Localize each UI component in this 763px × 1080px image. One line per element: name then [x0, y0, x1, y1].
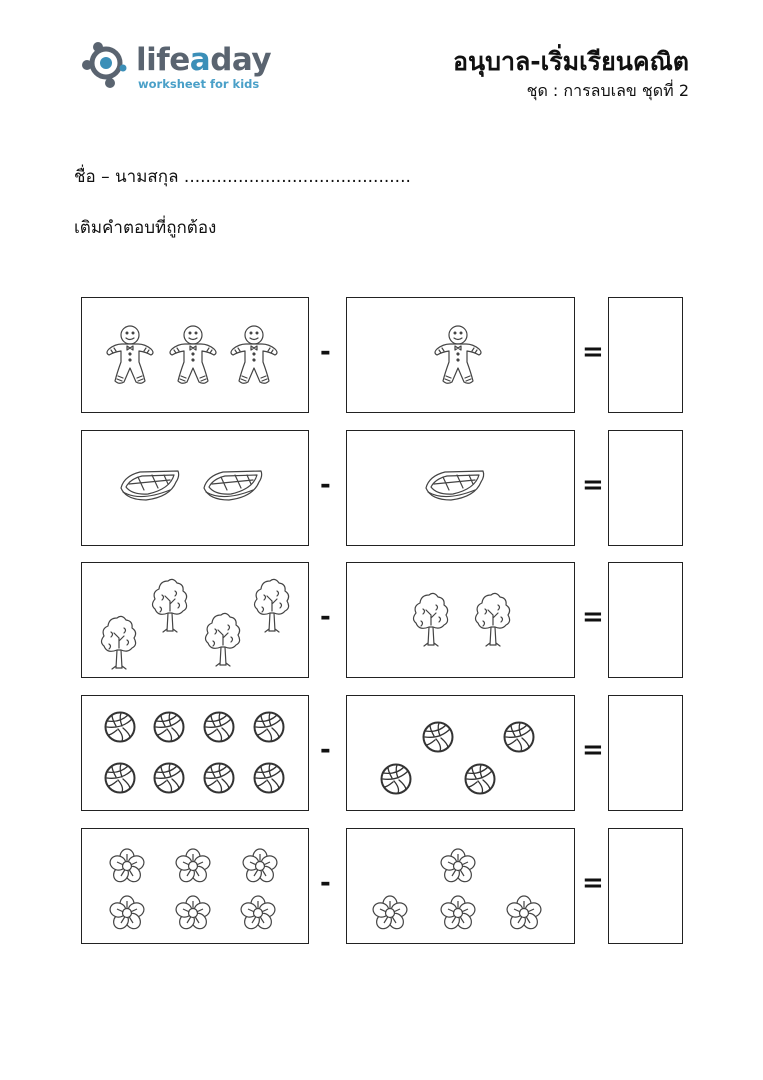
subtrahend-box: [346, 430, 575, 546]
instruction-text: เติมคำตอบที่ถูกต้อง: [74, 218, 217, 238]
equals-sign: =: [582, 735, 604, 765]
answer-box[interactable]: [608, 828, 683, 944]
flower-icon: [439, 849, 477, 885]
volleyball-icon: [255, 713, 284, 742]
minuend-box: [81, 430, 309, 546]
problem-row-2: [0, 430, 763, 546]
answer-box[interactable]: [608, 695, 683, 811]
tree-icon: [102, 616, 136, 669]
flower-icon: [371, 896, 409, 932]
minuend-box: [81, 695, 309, 811]
minuend-box: [81, 297, 309, 413]
equals-sign: =: [582, 868, 604, 898]
subtrahend-box: [346, 562, 575, 678]
boat-icon: [426, 471, 484, 500]
flower-icon: [239, 896, 277, 932]
gingerbread-man-icon: [107, 326, 153, 383]
problem-row-4: [0, 695, 763, 811]
equals-sign: =: [582, 337, 604, 367]
volleyball-icon: [466, 765, 495, 794]
worksheet-subtitle: ชุด : การลบเลข ชุดที่ 2: [526, 81, 689, 100]
name-field[interactable]: ชื่อ – นามสกุล ..........................................: [74, 167, 411, 187]
minus-sign: -: [320, 868, 331, 898]
subtrahend-box: [346, 828, 575, 944]
minuend-box: [81, 828, 309, 944]
gingerbread-man-icon: [231, 326, 277, 383]
tree-icon: [414, 593, 448, 646]
flower-icon: [241, 849, 279, 885]
subtrahend-box: [346, 297, 575, 413]
flower-icon: [505, 896, 543, 932]
flower-icon: [174, 849, 212, 885]
flower-icon: [108, 849, 146, 885]
logo-mark-icon: [82, 38, 136, 94]
subtrahend-box: [346, 695, 575, 811]
answer-box[interactable]: [608, 562, 683, 678]
equals-sign: =: [582, 470, 604, 500]
tree-icon: [255, 579, 289, 632]
minus-sign: -: [320, 470, 331, 500]
gingerbread-man-icon: [170, 326, 216, 383]
boat-icon: [121, 471, 179, 500]
logo-tagline: worksheet for kids: [138, 77, 260, 91]
volleyball-icon: [106, 764, 135, 793]
answer-box[interactable]: [608, 430, 683, 546]
worksheet-title: อนุบาล-เริ่มเรียนคณิต: [452, 47, 689, 76]
problem-row-3: [0, 562, 763, 678]
volleyball-icon: [155, 713, 184, 742]
equals-sign: =: [582, 602, 604, 632]
volleyball-icon: [205, 713, 234, 742]
logo: [82, 38, 282, 94]
volleyball-icon: [205, 764, 234, 793]
volleyball-icon: [255, 764, 284, 793]
tree-icon: [206, 613, 240, 666]
volleyball-icon: [382, 765, 411, 794]
tree-icon: [476, 593, 510, 646]
volleyball-icon: [424, 723, 453, 752]
minuend-box: [81, 562, 309, 678]
minus-sign: -: [320, 602, 331, 632]
minus-sign: -: [320, 735, 331, 765]
logo-wordmark: lifeaday: [136, 42, 272, 78]
tree-icon: [153, 579, 187, 632]
gingerbread-man-icon: [435, 326, 481, 383]
volleyball-icon: [505, 723, 534, 752]
answer-box[interactable]: [608, 297, 683, 413]
minus-sign: -: [320, 337, 331, 367]
flower-icon: [108, 896, 146, 932]
boat-icon: [204, 471, 262, 500]
volleyball-icon: [155, 764, 184, 793]
problem-row-1: [0, 297, 763, 413]
volleyball-icon: [106, 713, 135, 742]
problem-row-5: [0, 828, 763, 944]
flower-icon: [439, 896, 477, 932]
flower-icon: [174, 896, 212, 932]
